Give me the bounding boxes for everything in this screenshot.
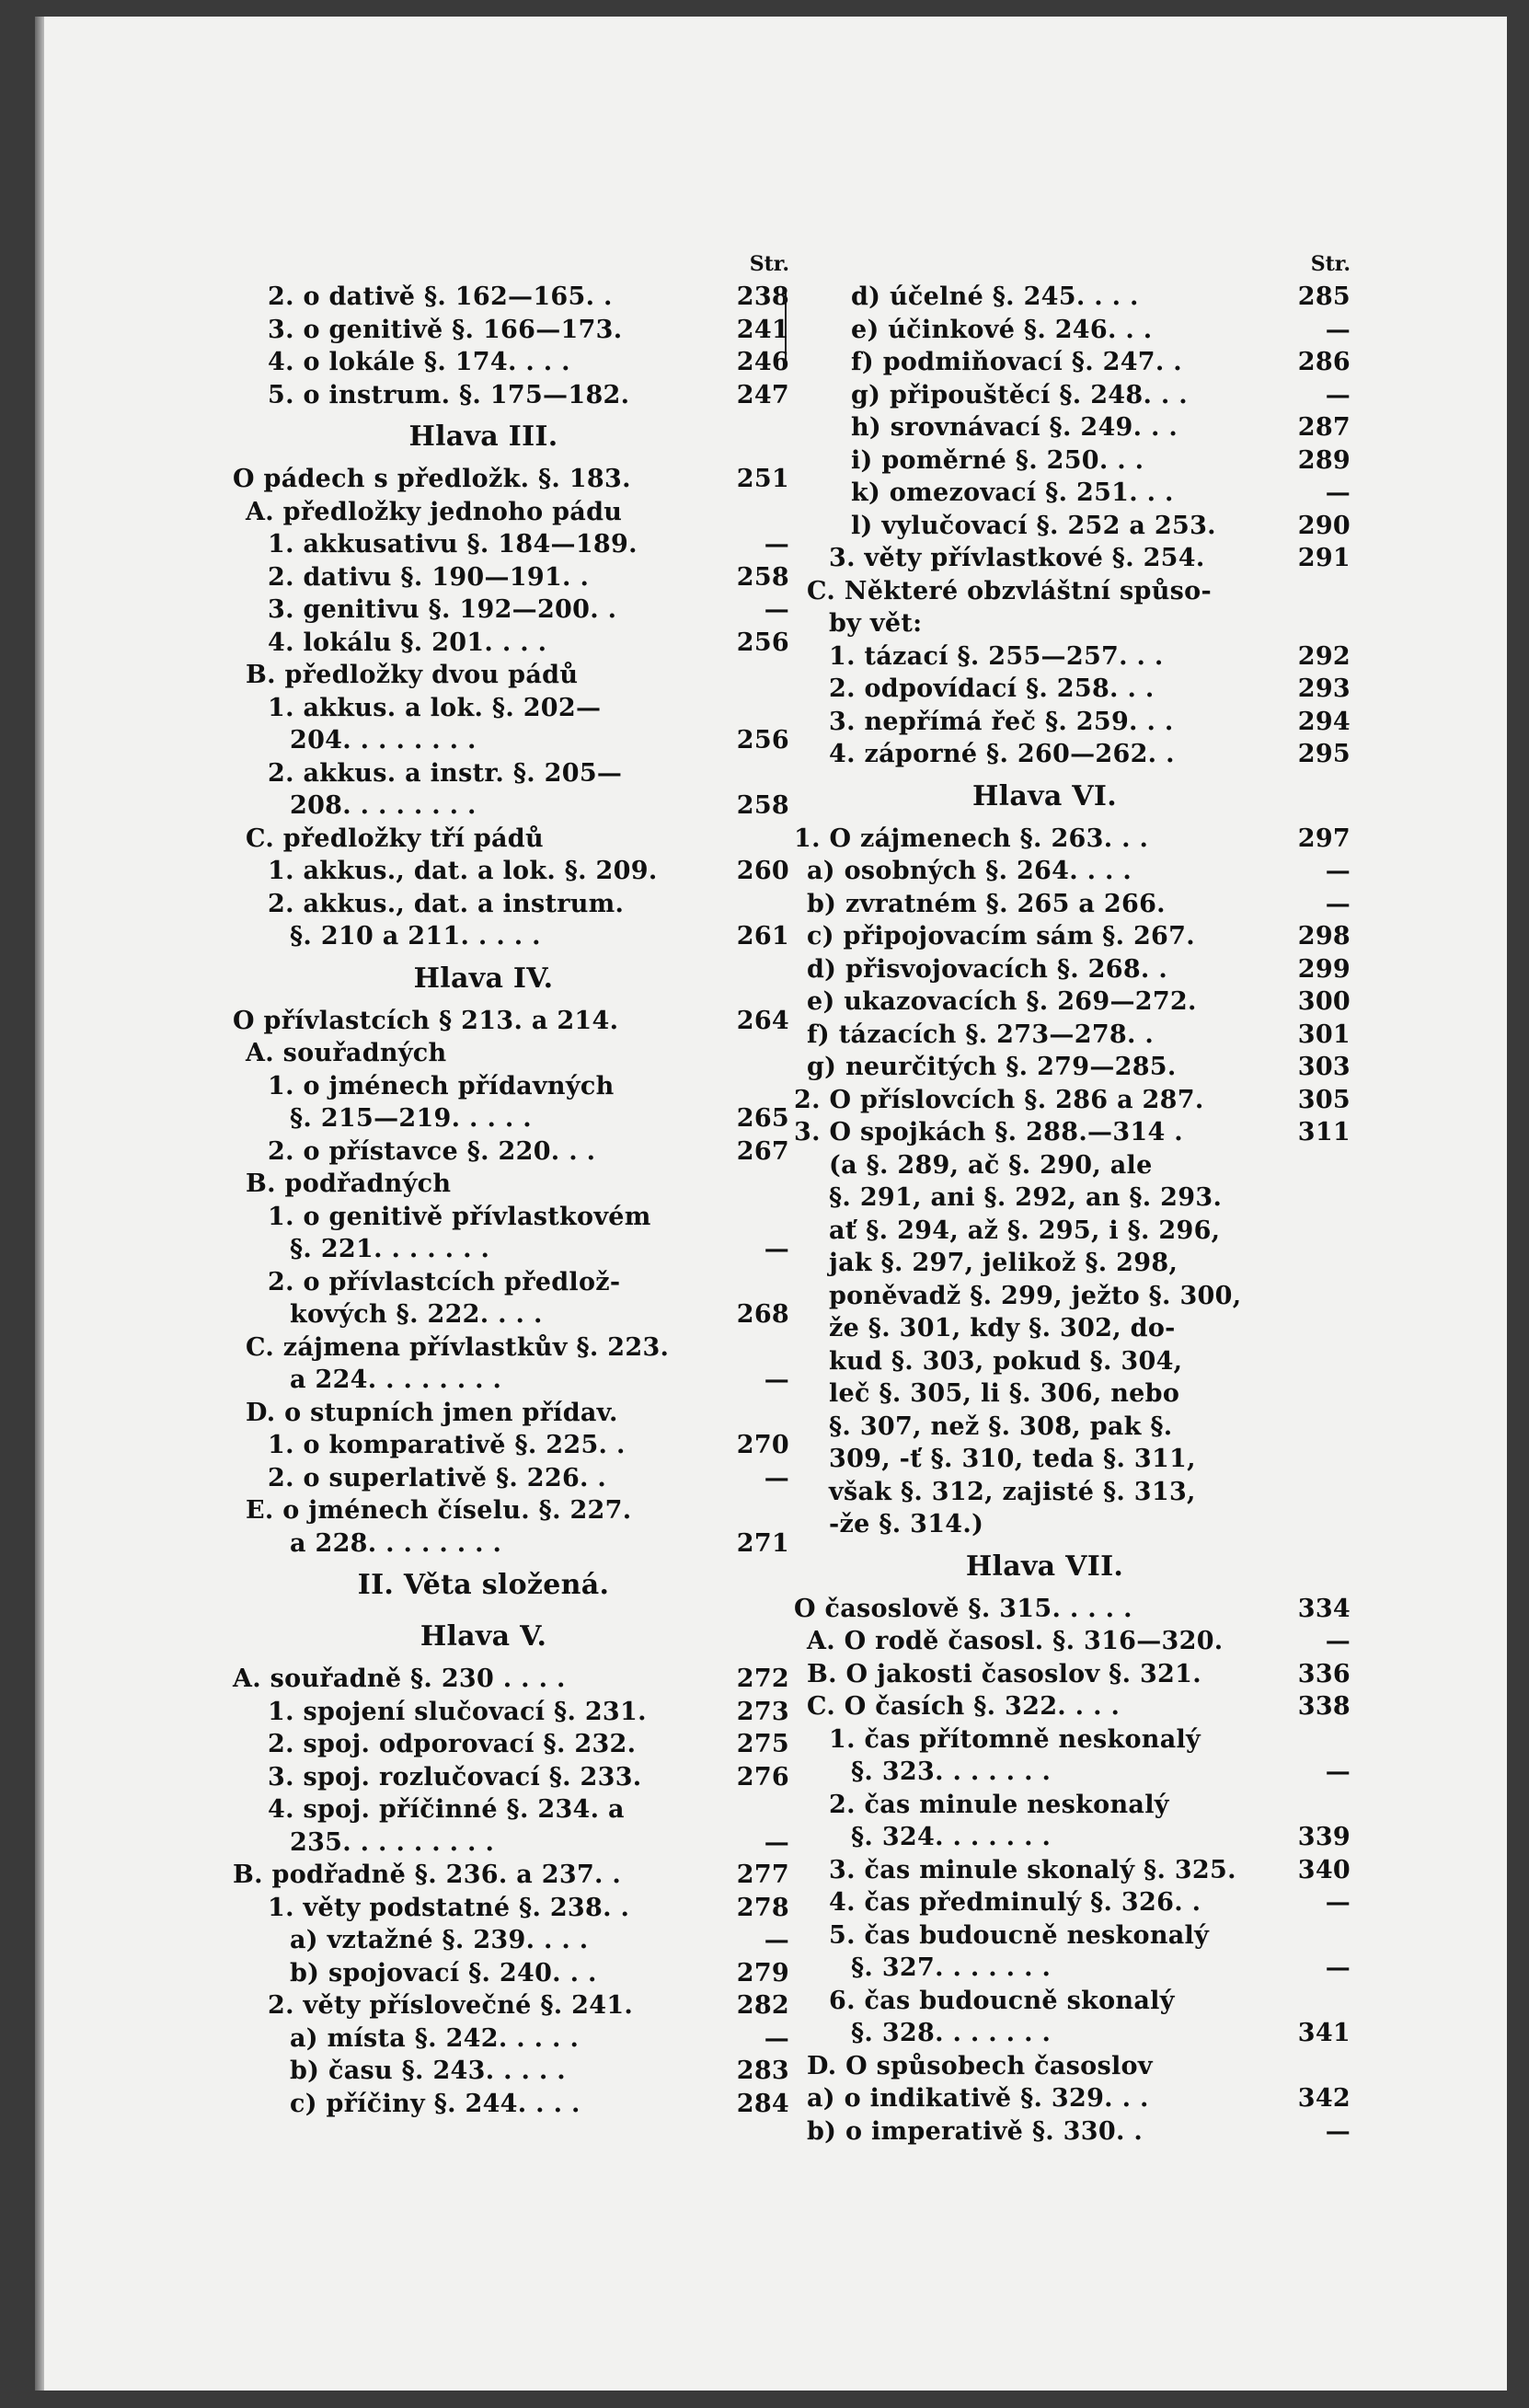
toc-entry <box>794 1756 1351 1789</box>
toc-page-number: — <box>1325 1888 1351 1917</box>
toc-page-number: 300 <box>1297 987 1351 1016</box>
toc-entry-text: 1. akkus., dat. a lok. §. 209. <box>268 857 658 885</box>
toc-entry <box>794 607 1351 640</box>
toc-page-number: 246 <box>736 348 789 376</box>
toc-entry-text: a) vztažné §. 239. . . . <box>290 1926 589 1954</box>
toc-entry-text: §. 324. . . . . . . <box>851 1823 1052 1851</box>
toc-entry-text: 2. dativu §. 190—191. . <box>268 562 590 592</box>
toc-entry-text: b) o imperativě §. 330. . <box>807 2116 1144 2146</box>
toc-page-number: 260 <box>736 857 789 885</box>
toc-entry-text: 3. věty přívlastkové §. 254. <box>829 544 1205 572</box>
toc-entry-text: §. 307, než §. 308, pak §. <box>829 1411 1173 1441</box>
toc-entry-text: Hlava VI. <box>972 779 1117 812</box>
toc-entry <box>794 314 1351 347</box>
toc-entry <box>233 561 789 594</box>
toc-entry-text: A. předložky jednoho pádu <box>246 497 623 526</box>
toc-entry <box>794 1658 1351 1691</box>
toc-page-number: 279 <box>736 1958 789 1987</box>
toc-entry-text: E. o jménech číselu. §. 227. <box>246 1496 632 1525</box>
toc-page-number: — <box>764 595 789 624</box>
section-heading <box>233 1560 789 1611</box>
toc-entry-text: g) neurčitých §. 279—285. <box>807 1053 1177 1081</box>
toc-page-number: 342 <box>1297 2084 1351 2113</box>
toc-page-number: 303 <box>1297 1053 1351 1081</box>
toc-page-number: — <box>1325 889 1351 918</box>
toc-entry <box>233 593 789 627</box>
toc-entry-text: §. 210 a 211. . . . . <box>290 922 541 951</box>
toc-page-number: — <box>764 1235 789 1263</box>
toc-page-number: 299 <box>1297 954 1351 984</box>
toc-page-number: 339 <box>1297 1823 1351 1851</box>
toc-entry-text: 6. čas budoucně skonalý <box>829 1986 1175 2015</box>
toc-entry <box>794 1019 1351 1052</box>
toc-entry <box>233 1070 789 1103</box>
toc-entry <box>233 757 789 790</box>
toc-entry <box>233 920 789 953</box>
toc-entry-text: d) účelné §. 245. . . . <box>851 282 1139 311</box>
toc-entry <box>233 528 789 561</box>
toc-page-number: 265 <box>736 1104 789 1133</box>
toc-page-number: 277 <box>736 1861 789 1889</box>
toc-entry <box>233 1957 789 1990</box>
toc-entry-text: 3. o genitivě §. 166—173. <box>268 315 623 344</box>
toc-entry <box>233 1793 789 1826</box>
toc-entry <box>794 855 1351 888</box>
toc-entry-text: B. předložky dvou pádů <box>246 661 579 689</box>
toc-entry-text: že §. 301, kdy §. 302, do- <box>829 1314 1176 1342</box>
toc-entry-text: O přívlastcích § 213. a 214. <box>233 1006 619 1035</box>
toc-entry <box>233 1102 789 1135</box>
toc-entry-text: jak §. 297, jelikož §. 298, <box>829 1249 1178 1277</box>
toc-entry <box>233 724 789 757</box>
toc-entry <box>794 477 1351 510</box>
toc-entry <box>794 1723 1351 1757</box>
toc-entry <box>794 1508 1351 1541</box>
toc-entry <box>233 1728 789 1761</box>
section-heading <box>233 1611 789 1663</box>
toc-entry <box>233 281 789 314</box>
toc-entry-text: 2. spoj. odporovací §. 232. <box>268 1730 637 1758</box>
toc-entry <box>233 789 789 823</box>
toc-entry-text: B. podřadných <box>246 1169 452 1198</box>
toc-page-number: 251 <box>736 465 789 493</box>
toc-entry-text: a 228. . . . . . . . <box>290 1528 502 1558</box>
toc-entry-text: 2. O příslovcích §. 286 a 287. <box>794 1085 1204 1114</box>
section-heading <box>794 1541 1351 1593</box>
toc-entry-text: 1. O zájmenech §. 263. . . <box>794 824 1149 853</box>
toc-entry <box>233 1989 789 2022</box>
toc-entry-text: O časoslově §. 315. . . . . <box>794 1594 1132 1623</box>
toc-page-number: 336 <box>1297 1659 1351 1688</box>
toc-entry <box>794 1312 1351 1345</box>
toc-entry <box>233 1005 789 1038</box>
toc-entry <box>794 823 1351 856</box>
toc-page-number: 272 <box>736 1665 789 1693</box>
toc-page-number: 256 <box>736 726 789 755</box>
toc-entry-text: C. zájmena přívlastkův §. 223. <box>246 1332 670 1362</box>
toc-page-number: 294 <box>1297 707 1351 736</box>
toc-entry-text: 4. spoj. příčinné §. 234. a <box>268 1795 625 1824</box>
toc-page-number: 338 <box>1297 1692 1351 1721</box>
toc-page-number: 276 <box>736 1762 789 1792</box>
toc-entry-text: a) o indikativě §. 329. . . <box>807 2084 1149 2113</box>
toc-entry <box>233 855 789 888</box>
toc-entry-text: 2. o přívlastcích předlož- <box>268 1267 621 1296</box>
toc-entry-text: f) podmiňovací §. 247. . <box>851 348 1182 376</box>
toc-page-number: 273 <box>736 1697 789 1726</box>
toc-entry <box>794 444 1351 478</box>
toc-entry <box>794 1952 1351 1985</box>
toc-entry <box>794 1690 1351 1723</box>
toc-page-number: 284 <box>736 2089 789 2118</box>
toc-entry <box>233 1331 789 1365</box>
toc-entry <box>794 1476 1351 1509</box>
toc-entry-text: b) spojovací §. 240. . . <box>290 1958 597 1987</box>
toc-entry-text: 309, -ť §. 310, teda §. 311, <box>829 1445 1196 1473</box>
toc-page-number: — <box>764 2023 789 2053</box>
toc-page-number: 261 <box>736 922 789 951</box>
toc-entry-text: 2. odpovídací §. 258. . . <box>829 674 1155 703</box>
toc-entry-text: B. podřadně §. 236. a 237. . <box>233 1861 622 1889</box>
toc-page-number: — <box>1325 857 1351 885</box>
toc-entry-text: h) srovnávací §. 249. . . <box>851 413 1178 442</box>
toc-entry-text: poněvadž §. 299, ježto §. 300, <box>829 1281 1242 1310</box>
toc-entry-text: 1. tázací §. 255—257. . . <box>829 641 1164 671</box>
toc-entry <box>233 1037 789 1070</box>
toc-entry-text: e) účinkové §. 246. . . <box>851 315 1153 344</box>
toc-entry-text: l) vylučovací §. 252 a 253. <box>851 511 1216 540</box>
toc-entry <box>794 1919 1351 1953</box>
toc-entry-text: a) osobných §. 264. . . . <box>807 857 1132 885</box>
toc-entry-text: 3. spoj. rozlučovací §. 233. <box>268 1762 642 1792</box>
toc-entry <box>794 1854 1351 1887</box>
toc-entry-text: Hlava III. <box>408 421 558 453</box>
toc-entry <box>233 823 789 856</box>
toc-page-number: 292 <box>1297 641 1351 671</box>
toc-entry <box>794 673 1351 706</box>
toc-entry <box>794 2050 1351 2083</box>
toc-entry-text: 2. akkus. a instr. §. 205— <box>268 758 623 788</box>
toc-entry <box>233 2022 789 2056</box>
toc-entry <box>794 1181 1351 1215</box>
toc-entry <box>794 379 1351 412</box>
toc-entry <box>233 379 789 412</box>
toc-page-number: 271 <box>736 1528 789 1558</box>
toc-entry-text: kud §. 303, pokud §. 304, <box>829 1346 1183 1376</box>
toc-entry <box>794 1215 1351 1248</box>
toc-entry-text: kových §. 222. . . . <box>290 1300 543 1329</box>
toc-page-number: 298 <box>1297 922 1351 951</box>
toc-entry-text: 2. o dativě §. 162—165. . <box>268 282 613 311</box>
toc-entry <box>794 1625 1351 1658</box>
toc-entry <box>233 2088 789 2121</box>
toc-entry <box>794 1985 1351 2018</box>
toc-page-number: 264 <box>736 1006 789 1035</box>
toc-page-number: 286 <box>1297 348 1351 376</box>
section-heading <box>794 771 1351 823</box>
toc-page-number: 305 <box>1297 1085 1351 1114</box>
toc-entry-text: A. O rodě časosl. §. 316—320. <box>807 1627 1224 1655</box>
toc-page-number: — <box>1325 1953 1351 1982</box>
toc-page-number: 268 <box>736 1300 789 1329</box>
toc-entry <box>233 1462 789 1495</box>
toc-page-number: 340 <box>1297 1855 1351 1884</box>
toc-entry-text: 3. O spojkách §. 288.—314 . <box>794 1118 1183 1146</box>
page-number-header: Str. <box>1310 252 1351 276</box>
toc-entry-text: 2. věty příslovečné §. 241. <box>268 1991 634 2020</box>
toc-page-number: 247 <box>736 380 789 409</box>
toc-entry <box>794 706 1351 739</box>
toc-entry-text: Hlava IV. <box>413 962 554 995</box>
toc-entry <box>233 1663 789 1696</box>
toc-entry <box>794 920 1351 953</box>
page-number-header: Str. <box>749 252 789 276</box>
toc-page-number: 256 <box>736 628 789 657</box>
toc-entry <box>233 1494 789 1527</box>
toc-entry-text: A. souřadně §. 230 . . . . <box>233 1665 566 1693</box>
toc-entry-text: §. 221. . . . . . . <box>290 1235 490 1263</box>
toc-entry-text: e) ukazovacích §. 269—272. <box>807 987 1197 1016</box>
toc-entry <box>794 542 1351 575</box>
toc-entry <box>233 314 789 347</box>
toc-page-number: 291 <box>1297 544 1351 572</box>
toc-entry <box>233 888 789 921</box>
toc-entry-text: d) přisvojovacích §. 268. . <box>807 954 1168 984</box>
toc-entry-text: 4. lokálu §. 201. . . . <box>268 628 547 657</box>
toc-entry-text: 1. čas přítomně neskonalý <box>829 1724 1201 1754</box>
toc-entry <box>794 1377 1351 1411</box>
toc-page-number: — <box>764 1827 789 1857</box>
toc-entry <box>233 1761 789 1794</box>
toc-entry-text: 3. nepřímá řeč §. 259. . . <box>829 707 1174 736</box>
toc-entry <box>233 1266 789 1299</box>
toc-entry-text: C. předložky tří pádů <box>246 824 544 853</box>
toc-page-number: — <box>1325 2116 1351 2146</box>
toc-entry <box>233 496 789 529</box>
toc-page-number: 282 <box>736 1991 789 2020</box>
toc-entry <box>794 510 1351 543</box>
toc-entry <box>233 1892 789 1925</box>
toc-entry <box>233 1924 789 1957</box>
toc-entry <box>233 1168 789 1201</box>
toc-entry-text: 1. věty podstatné §. 238. . <box>268 1893 630 1922</box>
toc-page-number: — <box>764 1926 789 1954</box>
toc-entry <box>794 1084 1351 1117</box>
toc-entry <box>233 1201 789 1234</box>
toc-page-number: 289 <box>1297 445 1351 475</box>
toc-entry <box>233 1397 789 1430</box>
toc-entry <box>794 1411 1351 1444</box>
toc-entry-text: 3. čas minule skonalý §. 325. <box>829 1855 1236 1884</box>
toc-entry-text: 235. . . . . . . . . <box>290 1827 495 1857</box>
toc-entry-text: k) omezovací §. 251. . . <box>851 478 1174 507</box>
toc-entry-text: 2. čas minule neskonalý <box>829 1790 1169 1819</box>
toc-entry-text: 2. o superlativě §. 226. . <box>268 1463 607 1492</box>
toc-entry-text: 5. o instrum. §. 175—182. <box>268 380 630 409</box>
section-heading <box>233 953 789 1005</box>
toc-page-number: — <box>1325 1627 1351 1655</box>
toc-entry <box>233 659 789 692</box>
toc-entry <box>794 985 1351 1019</box>
toc-entry-text: i) poměrné §. 250. . . <box>851 445 1144 475</box>
toc-entry-text: 208. . . . . . . . <box>290 791 477 820</box>
toc-entry <box>233 346 789 379</box>
toc-page-number: 311 <box>1297 1118 1351 1146</box>
toc-entry <box>794 1116 1351 1149</box>
toc-entry-text: c) příčiny §. 244. . . . <box>290 2089 581 2118</box>
toc-page-number: 258 <box>736 791 789 820</box>
toc-entry <box>794 281 1351 314</box>
toc-page-number: 267 <box>736 1136 789 1166</box>
toc-entry-text: D. O spůsobech časoslov <box>807 2051 1153 2080</box>
toc-page-number: 270 <box>736 1431 789 1459</box>
toc-entry-text: 1. o komparativě §. 225. . <box>268 1431 626 1459</box>
toc-entry-text: (a §. 289, ač §. 290, ale <box>829 1150 1153 1180</box>
toc-entry <box>233 1826 789 1860</box>
toc-entry-text: b) času §. 243. . . . . <box>290 2057 566 2085</box>
toc-page-number: — <box>1325 1757 1351 1786</box>
toc-entry <box>794 640 1351 674</box>
toc-entry <box>794 411 1351 444</box>
page-spine-shadow <box>35 17 44 2391</box>
toc-entry <box>794 1345 1351 1378</box>
toc-entry-text: 4. záporné §. 260—262. . <box>829 740 1175 768</box>
toc-entry-text: c) připojovacím sám §. 267. <box>807 922 1195 951</box>
toc-entry <box>794 2082 1351 2115</box>
toc-entry-text: A. souřadných <box>246 1039 447 1067</box>
toc-page-number: 334 <box>1297 1594 1351 1623</box>
toc-page-number: 238 <box>736 282 789 311</box>
toc-entry <box>794 1149 1351 1182</box>
toc-entry-text: §. 327. . . . . . . <box>851 1953 1052 1982</box>
toc-entry-text: O pádech s předložk. §. 183. <box>233 465 631 493</box>
toc-entry-text: 5. čas budoucně neskonalý <box>829 1920 1210 1950</box>
toc-entry-text: 1. akkus. a lok. §. 202— <box>268 693 602 722</box>
toc-entry <box>794 1886 1351 1919</box>
toc-page-number: 290 <box>1297 511 1351 540</box>
toc-entry-text: II. Věta složená. <box>357 1569 610 1601</box>
toc-entry-text: f) tázacích §. 273—278. . <box>807 1020 1155 1049</box>
toc-entry <box>233 2055 789 2088</box>
toc-entry <box>233 1429 789 1462</box>
toc-page-number: 287 <box>1297 413 1351 442</box>
toc-column-left <box>233 248 789 2120</box>
toc-entry <box>794 346 1351 379</box>
toc-entry-text: D. o stupních jmen přídav. <box>246 1398 618 1427</box>
toc-entry-text: Hlava VII. <box>965 1550 1124 1583</box>
toc-page-number: 258 <box>736 562 789 592</box>
toc-page-number: 341 <box>1297 2019 1351 2047</box>
toc-page-number: 278 <box>736 1893 789 1922</box>
toc-entry <box>794 953 1351 986</box>
toc-column-right <box>794 248 1351 2148</box>
toc-entry-text: leč §. 305, li §. 306, nebo <box>829 1379 1180 1408</box>
toc-entry-text: 2. o přístavce §. 220. . . <box>268 1136 596 1166</box>
toc-page-number: 283 <box>736 2057 789 2085</box>
toc-entry-text: b) zvratném §. 265 a 266. <box>807 889 1166 918</box>
toc-entry <box>794 1247 1351 1280</box>
toc-entry <box>233 627 789 660</box>
toc-entry-text: a 224. . . . . . . . <box>290 1365 502 1394</box>
toc-entry-text: 1. o genitivě přívlastkovém <box>268 1202 651 1231</box>
toc-entry <box>794 1443 1351 1476</box>
toc-entry <box>794 1280 1351 1313</box>
toc-entry-text: -že §. 314.) <box>829 1510 984 1538</box>
book-page <box>35 17 1507 2391</box>
toc-entry <box>233 1859 789 1892</box>
toc-entry <box>233 463 789 496</box>
toc-entry-text: 4. o lokále §. 174. . . . <box>268 348 570 376</box>
toc-entry <box>794 888 1351 921</box>
toc-page-number: — <box>764 1463 789 1492</box>
toc-entry <box>794 1051 1351 1084</box>
toc-entry-text: g) připouštěcí §. 248. . . <box>851 380 1188 409</box>
toc-entry-text: §. 323. . . . . . . <box>851 1757 1052 1786</box>
toc-entry <box>794 1593 1351 1626</box>
toc-entry <box>794 2115 1351 2149</box>
toc-entry-text: by vět: <box>829 609 923 638</box>
toc-entry-text: §. 215—219. . . . . <box>290 1104 532 1133</box>
toc-entry <box>233 692 789 725</box>
toc-entry-text: 4. čas předminulý §. 326. . <box>829 1888 1201 1917</box>
toc-page-number: 275 <box>736 1730 789 1758</box>
toc-entry-text: 3. genitivu §. 192—200. . <box>268 595 617 624</box>
toc-entry-text: 1. spojení slučovací §. 231. <box>268 1697 647 1726</box>
toc-page-number: 295 <box>1297 740 1351 768</box>
toc-entry <box>233 1233 789 1266</box>
toc-entry <box>233 1696 789 1729</box>
toc-entry-text: §. 291, ani §. 292, an §. 293. <box>829 1183 1223 1212</box>
toc-entry-text: C. Některé obzvláštní spůso- <box>807 576 1212 605</box>
toc-page-number: — <box>1325 380 1351 409</box>
toc-entry <box>794 2017 1351 2050</box>
toc-page-number: 297 <box>1297 824 1351 853</box>
toc-entry-text: 1. akkusativu §. 184—189. <box>268 530 638 559</box>
toc-entry <box>794 1789 1351 1822</box>
toc-page-number: — <box>1325 315 1351 344</box>
toc-page-number: — <box>764 1365 789 1394</box>
toc-entry-text: C. O časích §. 322. . . . <box>807 1692 1121 1721</box>
toc-entry-text: 204. . . . . . . . <box>290 726 477 755</box>
toc-entry-text: §. 328. . . . . . . <box>851 2019 1052 2047</box>
toc-page-number: — <box>764 530 789 559</box>
toc-entry <box>233 1298 789 1331</box>
toc-entry-text: 2. akkus., dat. a instrum. <box>268 889 625 918</box>
toc-page-number: 285 <box>1297 282 1351 311</box>
toc-entry-text: 1. o jménech přídavných <box>268 1071 615 1100</box>
toc-page-number: — <box>1325 478 1351 507</box>
toc-entry <box>794 738 1351 771</box>
toc-entry-text: Hlava V. <box>420 1620 547 1653</box>
toc-entry-text: B. O jakosti časoslov §. 321. <box>807 1659 1201 1688</box>
toc-entry-text: a) místa §. 242. . . . . <box>290 2023 580 2053</box>
toc-entry-text: však §. 312, zajisté §. 313, <box>829 1477 1196 1506</box>
toc-entry <box>233 1527 789 1561</box>
toc-entry <box>794 575 1351 608</box>
toc-entry <box>233 1364 789 1397</box>
section-heading <box>233 411 789 463</box>
toc-entry <box>794 1821 1351 1854</box>
toc-page-number: 301 <box>1297 1020 1351 1049</box>
toc-entry-text: ať §. 294, až §. 295, i §. 296, <box>829 1216 1221 1245</box>
toc-page-number: 241 <box>736 315 789 344</box>
toc-entry <box>233 1135 789 1169</box>
toc-page-number: 293 <box>1297 674 1351 703</box>
